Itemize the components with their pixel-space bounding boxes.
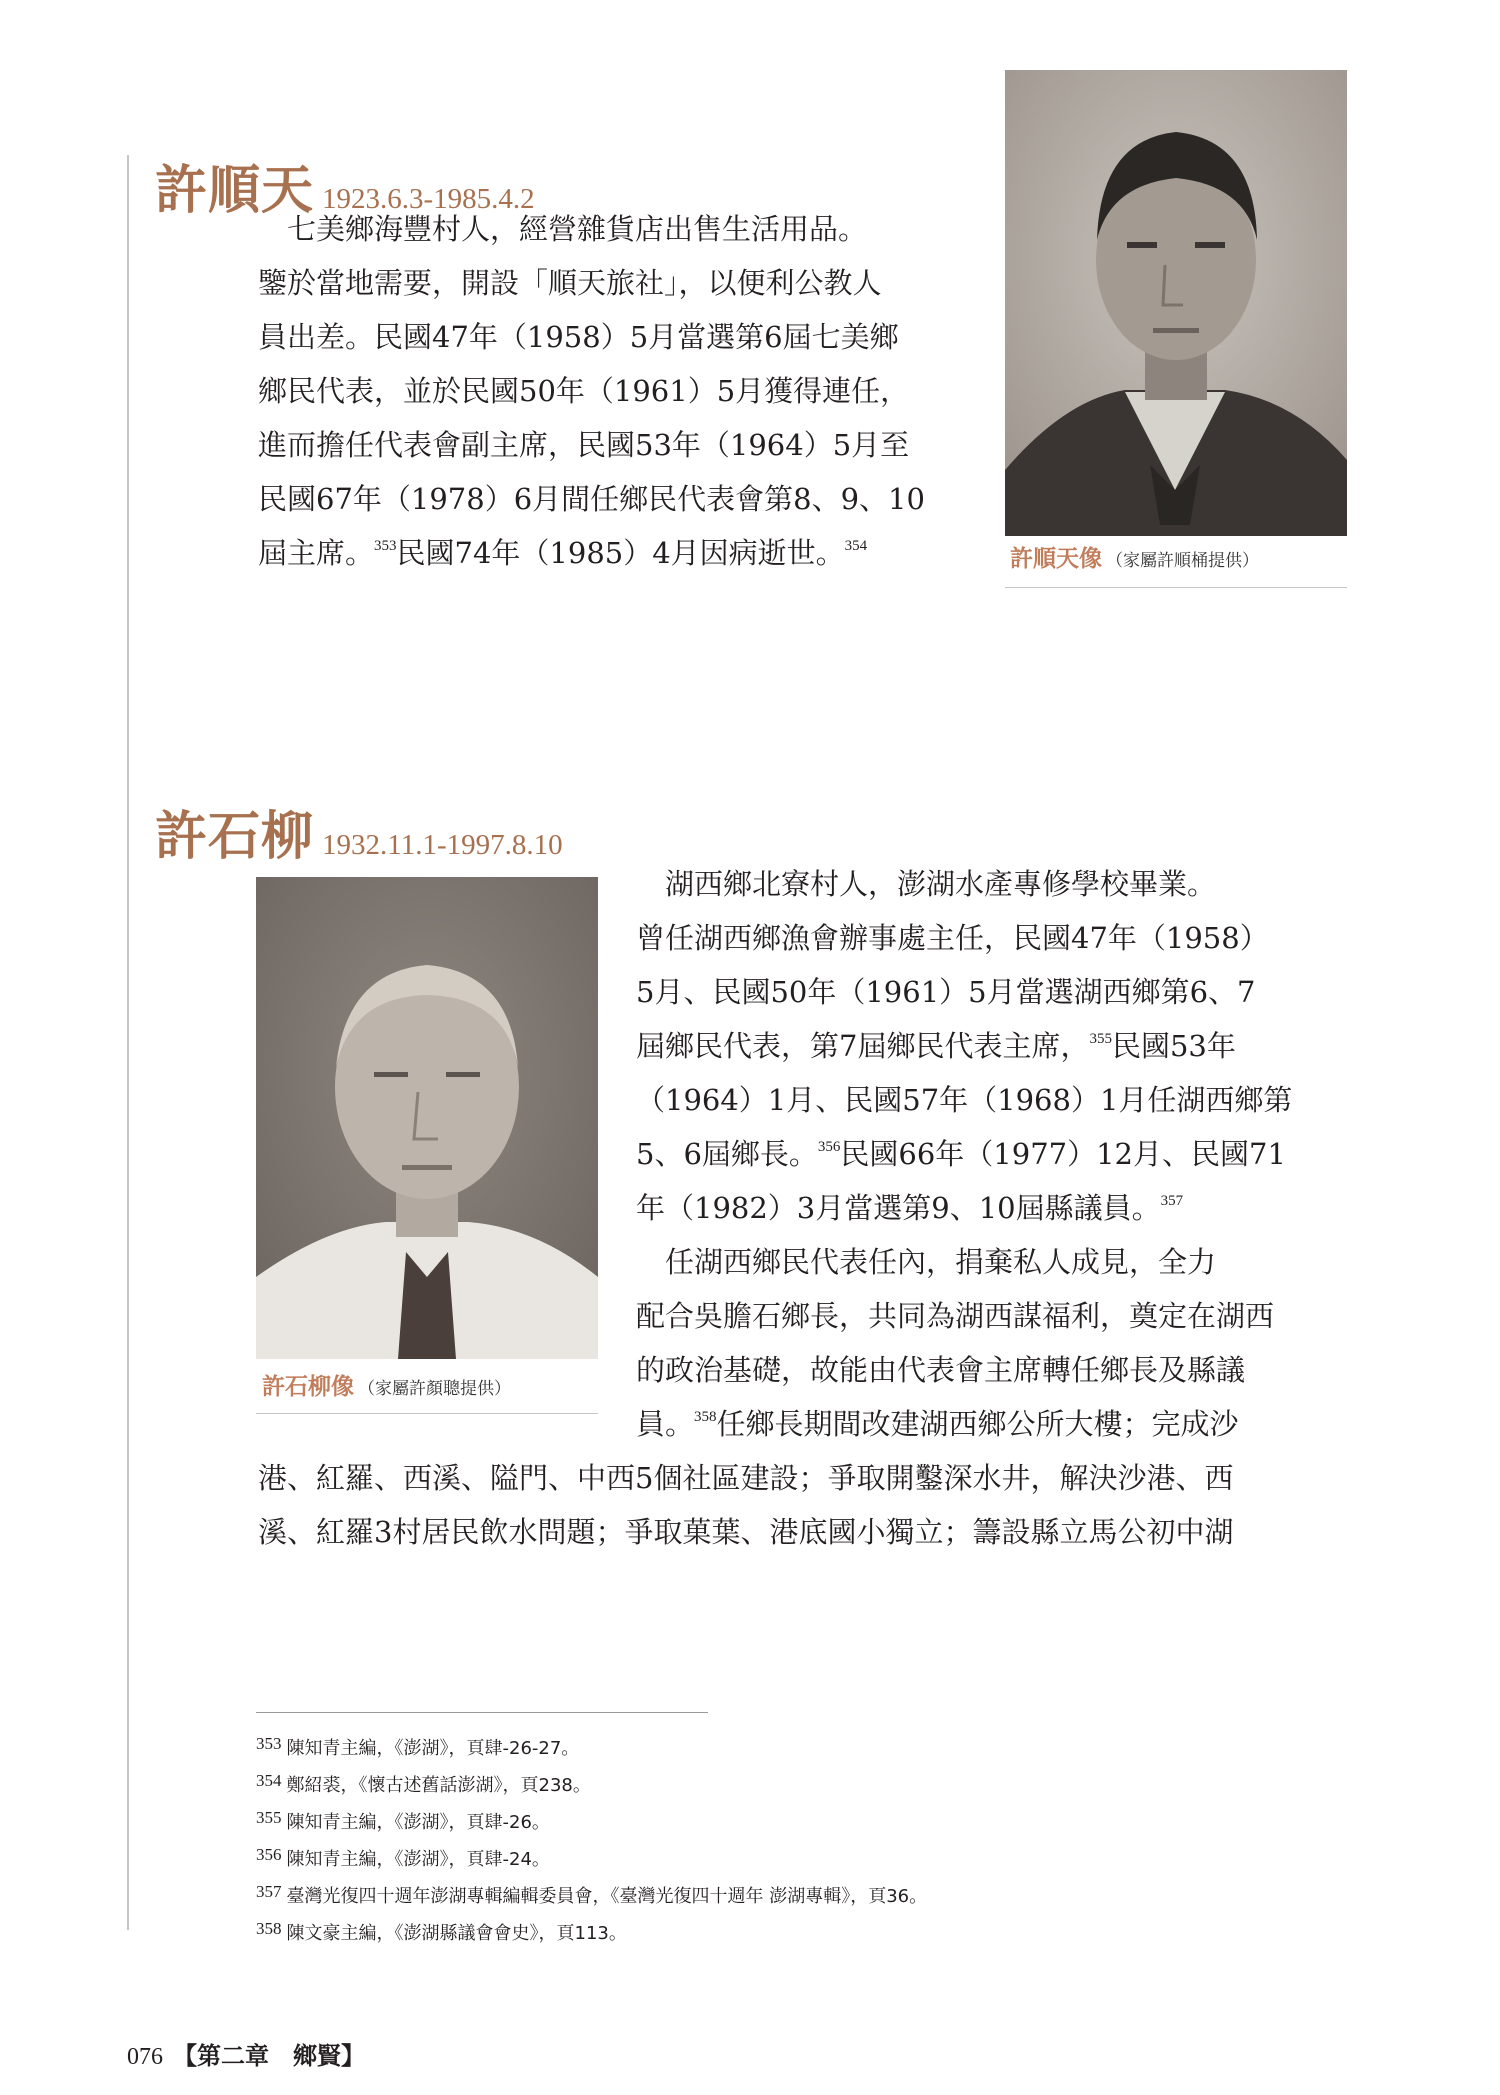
footnote-text: 臺灣光復四十週年澎湖專輯編輯委員會，《臺灣光復四十週年 澎湖專輯》，頁36。 [286, 1886, 928, 1907]
footnote-ref: 355 [1089, 1031, 1112, 1047]
entry2-full-line: 港、紅羅、西溪、隘門、中西5個社區建設；爭取開鑿深水井，解決沙港、西 [258, 1461, 1234, 1495]
footnote-text: 陳知青主編，《澎湖》，頁肆-24。 [286, 1849, 550, 1870]
entry2-line: （1964）1月、民國57年（1968）1月任湖西鄉第 [636, 1083, 1293, 1117]
entry1-line: 鄉民代表，並於民國50年（1961）5月獲得連任， [258, 374, 910, 408]
entry-1-caption [1010, 540, 1259, 573]
entry2-line: 5、6屆鄉長。$^{356}$民國66年（1977）12月、民國71 [636, 1137, 1286, 1171]
footnote-number: 358 [256, 1919, 282, 1938]
entry-2-portrait [256, 877, 598, 1359]
footnote-rule [256, 1712, 708, 1713]
entry-1-caption-source: （家屬許順桶提供） [1106, 551, 1259, 571]
entry1-line: 七美鄉海豐村人，經營雜貨店出售生活用品。 [258, 212, 868, 246]
footnote-number: 357 [256, 1882, 282, 1901]
entry1-line: 員出差。民國47年（1958）5月當選第6屆七美鄉 [258, 320, 899, 354]
entry2-line: 年（1982）3月當選第9、10屆縣議員。$^{357}$ [636, 1191, 1184, 1225]
footnote-item [256, 1876, 927, 1913]
entry2-line: 任湖西鄉民代表任內，捐棄私人成見，全力 [636, 1245, 1217, 1279]
margin-rule [127, 155, 129, 1930]
entry-2-biography-continued [258, 1451, 1233, 1559]
entry-2-dates: 1932.11.1-1997.8.10 [322, 829, 563, 861]
entry-2-caption-rule [256, 1413, 598, 1414]
footnote-number: 353 [256, 1734, 282, 1753]
footnote-text: 陳知青主編，《澎湖》，頁肆-26-27。 [286, 1738, 580, 1759]
entry-2-caption-source: （家屬許顏聰提供） [358, 1379, 511, 1399]
footnote-text: 陳文豪主編，《澎湖縣議會會史》，頁113。 [286, 1923, 627, 1944]
entry2-full-line: 溪、紅羅3村居民飲水問題；爭取菓葉、港底國小獨立；籌設縣立馬公初中湖 [258, 1515, 1234, 1549]
footnote-ref: 353 [374, 538, 397, 554]
footnote-ref: 357 [1160, 1193, 1184, 1209]
entry-1-dates: 1923.6.3-1985.4.2 [322, 183, 535, 215]
entry-1-name: 許順天 [155, 160, 315, 221]
page-folio [127, 2036, 365, 2071]
entry1-line: 民國67年（1978）6月間任鄉民代表會第8、9、10 [258, 482, 925, 516]
footnote-text: 鄭紹裘，《懷古述舊話澎湖》，頁238。 [286, 1775, 591, 1796]
footnote-ref: 354 [844, 538, 868, 554]
footnote-ref: 356 [817, 1139, 841, 1155]
footnote-item [256, 1728, 927, 1765]
footnote-number: 354 [256, 1771, 282, 1790]
entry1-line: 屆主席。$^{353}$民國74年（1985）4月因病逝世。$^{354}$ [258, 536, 868, 570]
footnote-text: 陳知青主編，《澎湖》，頁肆-26。 [286, 1812, 550, 1833]
entry-1-biography [258, 202, 925, 580]
entry-2-caption [262, 1368, 511, 1401]
page-number: 076 [127, 2044, 163, 2070]
footnote-number: 356 [256, 1845, 282, 1864]
entry-2-biography-wrapped [636, 857, 1292, 1451]
entry-2-caption-name: 許石柳像 [262, 1374, 354, 1400]
footnote-item [256, 1913, 927, 1950]
entry1-line: 鑒於當地需要，開設「順天旅社」，以便利公教人 [258, 266, 882, 300]
footnote-item [256, 1765, 927, 1802]
entry-1-caption-rule [1005, 587, 1347, 588]
entry2-line: 屆鄉民代表，第7屆鄉民代表主席，$^{355}$民國53年 [636, 1029, 1236, 1063]
entry2-line: 5月、民國50年（1961）5月當選湖西鄉第6、7 [636, 975, 1256, 1009]
entry-1-caption-name: 許順天像 [1010, 546, 1102, 572]
footnote-item [256, 1802, 927, 1839]
entry2-line: 曾任湖西鄉漁會辦事處主任，民國47年（1958） [636, 921, 1269, 955]
entry-1-portrait [1005, 70, 1347, 536]
entry2-line: 配合吳膽石鄉長，共同為湖西謀福利，奠定在湖西 [636, 1299, 1275, 1333]
entry2-line: 員。$^{358}$任鄉長期間改建湖西鄉公所大樓；完成沙 [636, 1407, 1239, 1441]
entry2-line: 的政治基礎，故能由代表會主席轉任鄉長及縣議 [636, 1353, 1246, 1387]
entry2-line: 湖西鄉北寮村人，澎湖水產專修學校畢業。 [636, 867, 1217, 901]
footnote-item [256, 1839, 927, 1876]
footnote-ref: 358 [694, 1409, 717, 1425]
entry1-line: 進而擔任代表會副主席，民國53年（1964）5月至 [258, 428, 910, 462]
footnotes [256, 1728, 927, 1950]
entry-2-name: 許石柳 [155, 806, 315, 867]
chapter-label: 【第二章 鄉賢】 [173, 2041, 365, 2070]
footnote-number: 355 [256, 1808, 282, 1827]
entry-2-heading [155, 794, 563, 869]
